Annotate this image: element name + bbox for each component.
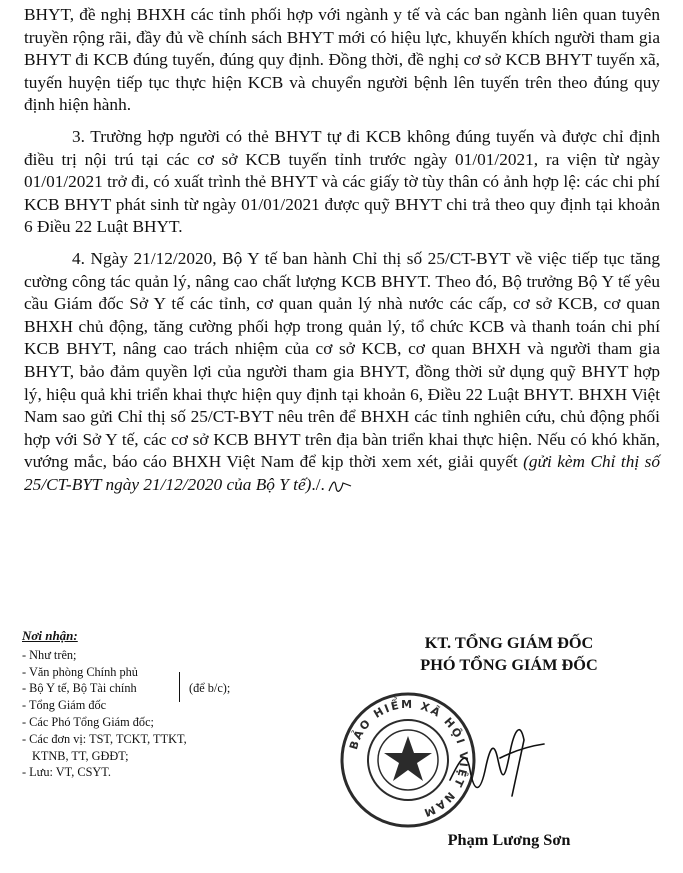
recipients-block [22, 628, 322, 781]
recipient-item: - Bộ Y tế, Bộ Tài chính [22, 681, 137, 696]
paragraph-item-4-text: 4. Ngày 21/12/2020, Bộ Y tế ban hành Chỉ thị số 25/CT-BYT về việc tiếp tục tăng cường công tác quản lý, nâng cao chất lượng KCB BHYT. Theo đó, Bộ trưởng Bộ Y tế yêu cầu Giám đốc Sở Y tế các tỉnh, cơ quan quản lý nhà nước các cấp, cơ sở KCB, cơ quan BHXH chủ động, tăng cường phối hợp trong quản lý, tổ chức KCB và thanh toán chi phí KCB BHYT, nâng cao trách nhiệm của cơ sở KCB, cơ quan BHXH và người tham gia BHYT, bảo đảm quyền lợi của người tham gia BHYT, đồng thời sử dụng quỹ BHYT hợp lý, hiệu quả khi triển khai thực hiện quy định tại khoản 6, Điều 22 Luật BHYT. BHXH Việt Nam sao gửi Chỉ thị số 25/CT-BYT nêu trên để BHXH các tỉnh nghiên cứu, chủ động phối hợp với Sở Y tế, các cơ sở KCB BHYT trên địa bàn triển khai thực hiện. Nếu có khó khăn, vướng mắc, báo cáo BHXH Việt Nam để kịp thời xem xét, giải quyết [24, 248, 660, 472]
signature-title-line2: PHÓ TỔNG GIÁM ĐỐC [420, 655, 598, 674]
paragraph-item-3: 3. Trường hợp người có thẻ BHYT tự đi KCB không đúng tuyến và được chỉ định điều trị nội trú tại các cơ sở KCB tuyến tỉnh trước ngày 01/01/2021, ra viện từ ngày 01/01/2021 trở đi, có xuất trình thẻ BHYT và các giấy tờ tùy thân có ảnh hợp lệ: các chi phí KCB BHYT phát sinh từ ngày 01/01/2021 được quỹ BHYT chi trả theo quy định tại khoản 6 Điều 22 Luật BHYT. [24, 126, 660, 237]
recipient-item: - Các Phó Tổng Giám đốc; [22, 714, 154, 729]
document-body [24, 4, 660, 496]
recipient-item: KTNB, TT, GĐĐT; [32, 748, 129, 763]
paragraph-continued: BHYT, đề nghị BHXH các tỉnh phối hợp với ngành y tế và các ban ngành liên quan tuyên truyền rộng rãi, đầy đủ về chính sách BHYT mới có hiệu lực, khuyến khích người tham gia BHYT đi KCB đúng tuyến, đúng quy định. Đồng thời, đề nghị cơ sở KCB BHYT tuyến xã, tuyến huyện tiếp tục thực hiện KCB và chuyển người bệnh lên tuyến trên theo đúng quy định hiện hành. [24, 5, 660, 115]
recipient-item: - Tổng Giám đốc [22, 698, 107, 713]
initial-signature-icon [327, 477, 353, 493]
recipient-item: - Các đơn vị: TST, TCKT, TTKT, [22, 731, 187, 746]
recipients-title: Nơi nhận: [22, 628, 78, 643]
signature-title-block [352, 632, 666, 676]
handwritten-signature-icon [440, 700, 550, 810]
paragraph-item-4 [24, 248, 660, 497]
recipient-item: - Lưu: VT, CSYT. [22, 765, 111, 780]
recipient-item: - Như trên; [22, 647, 77, 662]
signer-name: Phạm Lương Sơn [447, 830, 571, 849]
svg-text:BẢO HIỂM XÃ HỘI VIỆT NAM: BẢO HIỂM XÃ HỘI VIỆT NAM [347, 697, 471, 820]
signature-title-line1: KT. TỔNG GIÁM ĐỐC [424, 633, 594, 652]
recipient-bracket-note: (để b/c); [189, 681, 231, 695]
recipient-item: - Văn phòng Chính phủ [22, 664, 138, 679]
closing-mark: ./. [311, 474, 325, 494]
attachment-note: (gửi kèm Chỉ thị số 25/CT-BYT ngày 21/12/2020 của Bộ Y tế) [24, 452, 660, 494]
recipient-bracket [179, 672, 188, 702]
